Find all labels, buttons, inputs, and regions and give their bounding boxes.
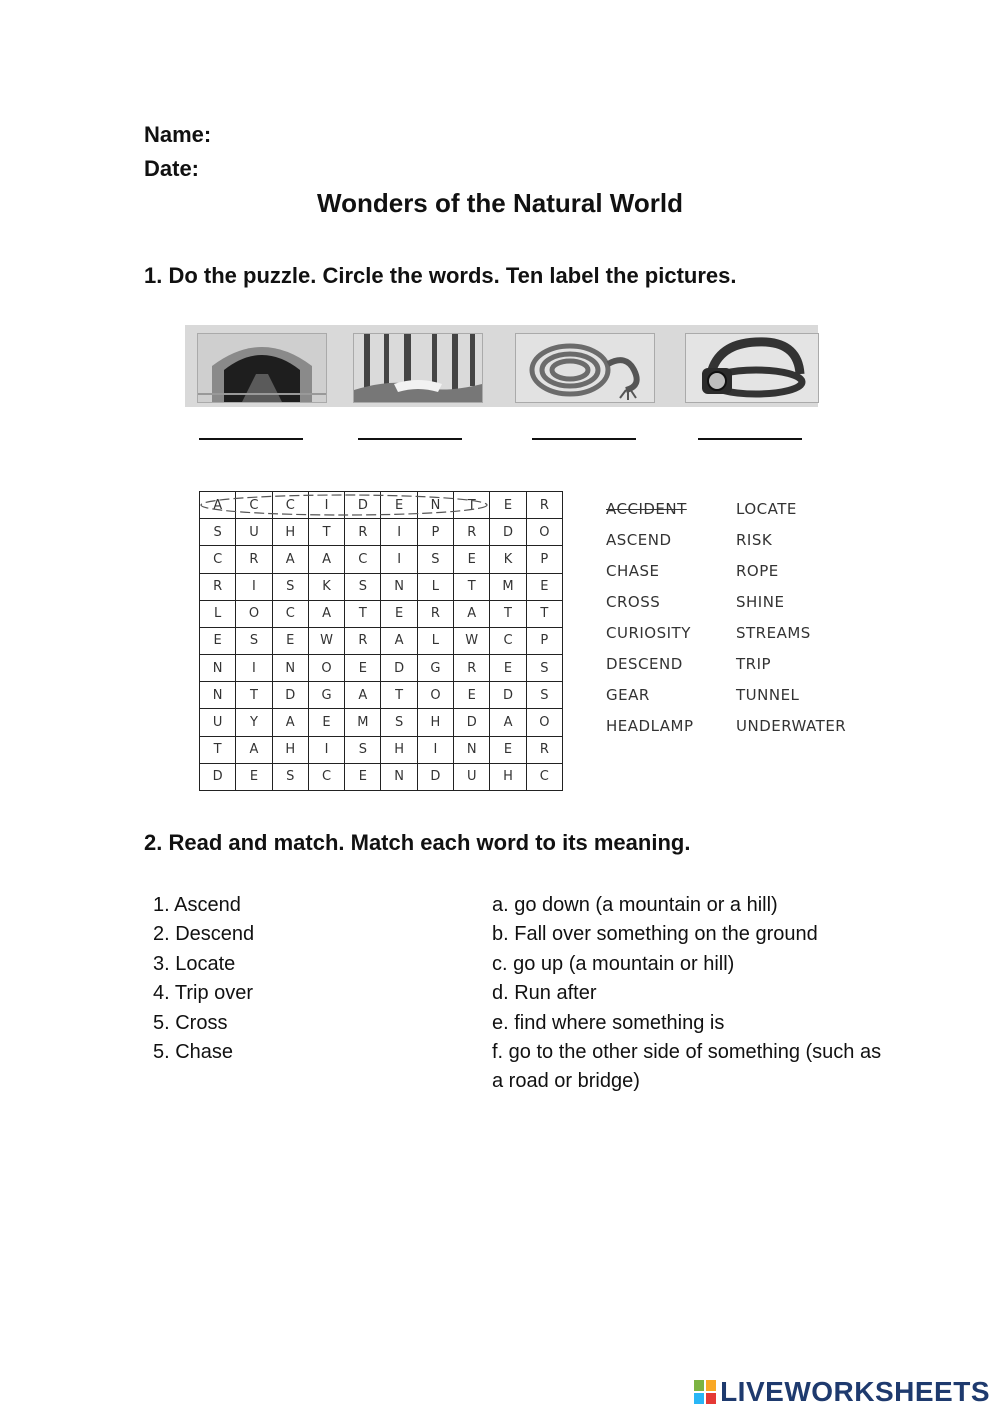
word-list-item: SHINE	[736, 593, 785, 611]
grid-letter-cell[interactable]: E	[490, 492, 526, 519]
word-list-item: ROPE	[736, 562, 779, 580]
grid-row	[200, 763, 563, 790]
grid-letter-cell[interactable]: M	[490, 573, 526, 600]
grid-letter-cell[interactable]: D	[200, 763, 236, 790]
grid-letter-cell[interactable]: A	[236, 736, 272, 763]
grid-letter-cell[interactable]: E	[272, 627, 308, 654]
picture-answer-blank-4[interactable]	[698, 422, 802, 440]
word-list-item: HEADLAMP	[606, 717, 694, 735]
match-word[interactable]: 3. Locate	[153, 953, 236, 975]
word-list-item: ACCIDENT	[606, 500, 687, 518]
word-list-item: TRIP	[736, 655, 772, 673]
match-word[interactable]: 1. Ascend	[153, 894, 241, 916]
word-list-item: LOCATE	[736, 500, 797, 518]
match-meaning[interactable]: d. Run after	[492, 982, 597, 1004]
grid-letter-cell[interactable]: A	[200, 492, 236, 519]
grid-letter-cell[interactable]: O	[417, 682, 453, 709]
name-label: Name:	[144, 122, 212, 147]
grid-letter-cell[interactable]: T	[454, 492, 490, 519]
grid-letter-cell[interactable]: H	[381, 736, 417, 763]
grid-row	[200, 655, 563, 682]
grid-letter-cell[interactable]: I	[417, 736, 453, 763]
grid-letter-cell[interactable]: N	[200, 682, 236, 709]
grid-letter-cell[interactable]: E	[454, 546, 490, 573]
grid-letter-cell[interactable]: N	[454, 736, 490, 763]
grid-letter-cell[interactable]: R	[200, 573, 236, 600]
grid-letter-cell[interactable]: C	[236, 492, 272, 519]
grid-letter-cell[interactable]: I	[236, 573, 272, 600]
grid-letter-cell[interactable]: N	[272, 655, 308, 682]
grid-letter-cell[interactable]: S	[272, 763, 308, 790]
match-meaning[interactable]: b. Fall over something on the ground	[492, 923, 818, 945]
word-list-item: CROSS	[606, 593, 661, 611]
grid-letter-cell[interactable]: E	[381, 492, 417, 519]
grid-row	[200, 519, 563, 546]
grid-letter-cell[interactable]: C	[200, 546, 236, 573]
grid-letter-cell[interactable]: E	[345, 655, 381, 682]
match-meaning[interactable]: a road or bridge)	[492, 1070, 640, 1092]
grid-row	[200, 709, 563, 736]
grid-letter-cell[interactable]: S	[526, 655, 562, 682]
grid-letter-cell[interactable]: O	[526, 519, 562, 546]
word-list-item: DESCEND	[606, 655, 683, 673]
grid-letter-cell[interactable]: D	[454, 709, 490, 736]
grid-letter-cell[interactable]: W	[454, 627, 490, 654]
word-list-item: STREAMS	[736, 624, 811, 642]
grid-letter-cell[interactable]: U	[200, 709, 236, 736]
grid-letter-cell[interactable]: E	[345, 763, 381, 790]
grid-letter-cell[interactable]: E	[200, 627, 236, 654]
grid-letter-cell[interactable]: R	[345, 519, 381, 546]
grid-row	[200, 736, 563, 763]
liveworksheets-logo	[694, 1376, 990, 1408]
section1-heading: 1. Do the puzzle. Circle the words. Ten label the pictures.	[144, 263, 737, 288]
grid-letter-cell[interactable]: A	[345, 682, 381, 709]
grid-letter-cell[interactable]: R	[526, 736, 562, 763]
grid-letter-cell[interactable]: U	[454, 763, 490, 790]
grid-letter-cell[interactable]: A	[272, 709, 308, 736]
picture-strip	[185, 325, 818, 407]
match-word[interactable]: 5. Cross	[153, 1012, 228, 1034]
grid-letter-cell[interactable]: H	[490, 763, 526, 790]
grid-letter-cell[interactable]: O	[236, 600, 272, 627]
grid-letter-cell[interactable]: S	[526, 682, 562, 709]
grid-letter-cell[interactable]: I	[381, 519, 417, 546]
grid-letter-cell[interactable]: T	[454, 573, 490, 600]
grid-letter-cell[interactable]: E	[454, 682, 490, 709]
grid-letter-cell[interactable]: L	[417, 573, 453, 600]
grid-letter-cell[interactable]: N	[381, 573, 417, 600]
liveworksheets-logo-text: LIVEWORKSHEETS	[720, 1376, 990, 1407]
grid-letter-cell[interactable]: T	[526, 600, 562, 627]
match-word[interactable]: 5. Chase	[153, 1041, 234, 1063]
grid-letter-cell[interactable]: S	[345, 573, 381, 600]
liveworksheets-logo-icon	[694, 1380, 716, 1404]
grid-letter-cell[interactable]: C	[345, 546, 381, 573]
grid-letter-cell[interactable]: W	[308, 627, 344, 654]
grid-letter-cell[interactable]: R	[454, 519, 490, 546]
grid-letter-cell[interactable]: K	[490, 546, 526, 573]
grid-letter-cell[interactable]: C	[490, 627, 526, 654]
word-list-item: UNDERWATER	[736, 717, 847, 735]
grid-letter-cell[interactable]: N	[417, 492, 453, 519]
grid-letter-cell[interactable]: R	[345, 627, 381, 654]
grid-letter-cell[interactable]: O	[308, 655, 344, 682]
word-list-item: CHASE	[606, 562, 660, 580]
word-list	[606, 500, 886, 750]
match-meaning[interactable]: f. go to the other side of something (such as	[492, 1041, 882, 1063]
grid-letter-cell[interactable]: T	[381, 682, 417, 709]
tunnel-picture	[197, 333, 327, 403]
grid-row	[200, 627, 563, 654]
rope-picture	[515, 333, 655, 403]
grid-letter-cell[interactable]: C	[272, 600, 308, 627]
grid-letter-cell[interactable]: S	[236, 627, 272, 654]
grid-letter-cell[interactable]: T	[490, 600, 526, 627]
grid-letter-cell[interactable]: Y	[236, 709, 272, 736]
grid-letter-cell[interactable]: E	[308, 709, 344, 736]
grid-letter-cell[interactable]: P	[417, 519, 453, 546]
grid-row	[200, 546, 563, 573]
grid-letter-cell[interactable]: N	[381, 763, 417, 790]
match-meaning[interactable]: e. find where something is	[492, 1012, 725, 1034]
grid-letter-cell[interactable]: E	[490, 655, 526, 682]
grid-letter-cell[interactable]: D	[272, 682, 308, 709]
grid-letter-cell[interactable]: D	[490, 682, 526, 709]
grid-row	[200, 682, 563, 709]
match-word[interactable]: 4. Trip over	[153, 982, 254, 1004]
grid-letter-cell[interactable]: S	[345, 736, 381, 763]
grid-letter-cell[interactable]: H	[272, 736, 308, 763]
word-list-item: ASCEND	[606, 531, 672, 549]
match-meaning[interactable]: c. go up (a mountain or hill)	[492, 953, 735, 975]
grid-letter-cell[interactable]: L	[417, 627, 453, 654]
grid-letter-cell[interactable]: R	[526, 492, 562, 519]
grid-letter-cell[interactable]: E	[526, 573, 562, 600]
grid-letter-cell[interactable]: G	[417, 655, 453, 682]
grid-letter-cell[interactable]: E	[236, 763, 272, 790]
grid-letter-cell[interactable]: S	[381, 709, 417, 736]
match-word[interactable]: 2. Descend	[153, 923, 255, 945]
grid-letter-cell[interactable]: I	[308, 736, 344, 763]
grid-letter-cell[interactable]: C	[526, 763, 562, 790]
grid-letter-cell[interactable]: S	[417, 546, 453, 573]
grid-letter-cell[interactable]: I	[381, 546, 417, 573]
picture-answer-blank-1[interactable]	[199, 422, 303, 440]
worksheet-title: Wonders of the Natural World	[317, 188, 683, 218]
grid-letter-cell[interactable]: D	[381, 655, 417, 682]
grid-letter-cell[interactable]: S	[272, 573, 308, 600]
grid-letter-cell[interactable]: P	[526, 546, 562, 573]
grid-row	[200, 573, 563, 600]
grid-letter-cell[interactable]: A	[308, 600, 344, 627]
grid-letter-cell[interactable]: T	[236, 682, 272, 709]
grid-letter-cell[interactable]: G	[308, 682, 344, 709]
grid-letter-cell[interactable]: R	[236, 546, 272, 573]
grid-letter-cell[interactable]: H	[272, 519, 308, 546]
grid-row	[200, 600, 563, 627]
grid-letter-cell[interactable]: A	[308, 546, 344, 573]
grid-letter-cell[interactable]: E	[490, 736, 526, 763]
grid-letter-cell[interactable]: A	[381, 627, 417, 654]
grid-letter-cell[interactable]: I	[236, 655, 272, 682]
grid-letter-cell[interactable]: H	[417, 709, 453, 736]
grid-letter-cell[interactable]: E	[381, 600, 417, 627]
word-list-item: TUNNEL	[736, 686, 800, 704]
word-list-item: RISK	[736, 531, 773, 549]
grid-letter-cell[interactable]: T	[308, 519, 344, 546]
grid-letter-cell[interactable]: A	[490, 709, 526, 736]
grid-letter-cell[interactable]: P	[526, 627, 562, 654]
picture-answer-blank-2[interactable]	[358, 422, 462, 440]
grid-letter-cell[interactable]: A	[272, 546, 308, 573]
grid-letter-cell[interactable]: D	[345, 492, 381, 519]
word-search-grid	[199, 491, 563, 791]
grid-letter-cell[interactable]: K	[308, 573, 344, 600]
grid-letter-cell[interactable]: D	[417, 763, 453, 790]
grid-letter-cell[interactable]: L	[200, 600, 236, 627]
grid-letter-cell[interactable]: C	[272, 492, 308, 519]
word-list-item: CURIOSITY	[606, 624, 691, 642]
streams-picture	[353, 333, 483, 403]
grid-letter-cell[interactable]: D	[490, 519, 526, 546]
grid-letter-cell[interactable]: I	[308, 492, 344, 519]
section2-heading: 2. Read and match. Match each word to its meaning.	[144, 830, 691, 855]
grid-letter-cell[interactable]: T	[345, 600, 381, 627]
grid-letter-cell[interactable]: T	[200, 736, 236, 763]
grid-letter-cell[interactable]: A	[454, 600, 490, 627]
circled-word-oval	[199, 491, 499, 521]
grid-letter-cell[interactable]: O	[526, 709, 562, 736]
picture-answer-blank-3[interactable]	[532, 422, 636, 440]
date-label: Date:	[144, 156, 200, 181]
grid-letter-cell[interactable]: R	[417, 600, 453, 627]
grid-letter-cell[interactable]: N	[200, 655, 236, 682]
grid-letter-cell[interactable]: U	[236, 519, 272, 546]
word-list-item: GEAR	[606, 686, 650, 704]
grid-letter-cell[interactable]: S	[200, 519, 236, 546]
headlamp-picture	[685, 333, 819, 403]
grid-letter-cell[interactable]: C	[308, 763, 344, 790]
match-meaning[interactable]: a. go down (a mountain or a hill)	[492, 894, 778, 916]
grid-letter-cell[interactable]: R	[454, 655, 490, 682]
grid-letter-cell[interactable]: M	[345, 709, 381, 736]
